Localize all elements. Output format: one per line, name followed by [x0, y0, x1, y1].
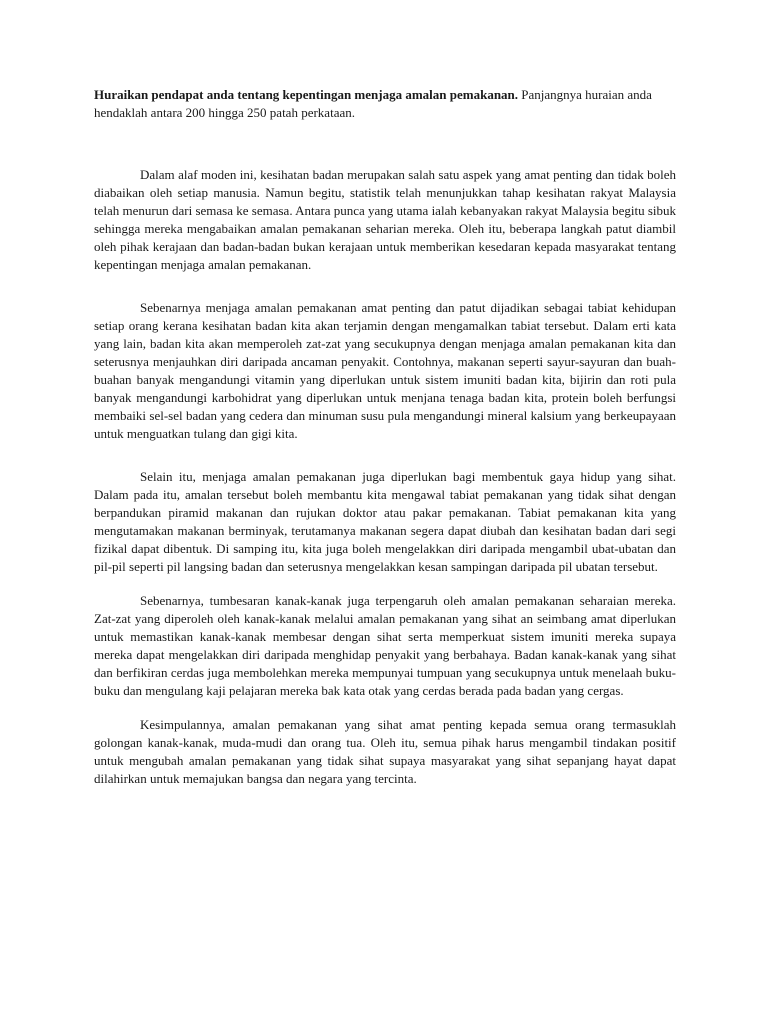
essay-question	[94, 86, 676, 122]
paragraph-point-3: Sebenarnya, tumbesaran kanak-kanak juga terpengaruh oleh amalan pemakanan seharaian mereka. Zat-zat yang diperoleh oleh kanak-kanak melalui amalan pemakanan yang sihat an seimbang amat diperlukan untuk memastikan kanak-kanak membesar dengan sihat serta memperkuat sistem imuniti mereka supaya mereka dapat mengelakkan diri daripada menghidap penyakit yang berbahaya. Badan kanak-kanak yang sihat dan berfikiran cerdas juga membolehkan mereka mempunyai tumpuan yang secukupnya untuk menelaah buku-buku dan mengulang kaji pelajaran mereka bak kata otak yang cerdas berada pada badan yang cergas.	[94, 593, 676, 698]
paragraph-point-1: Sebenarnya menjaga amalan pemakanan amat penting dan patut dijadikan sebagai tabiat kehidupan setiap orang kerana kesihatan badan kita akan terjamin dengan mengamalkan tabiat tersebut. Dalam erti kata yang lain, badan kita akan memperoleh zat-zat yang secukupnya dengan menjaga amalan pemakanan kita dan seterusnya menjauhkan diri daripada ancaman penyakit. Contohnya, makanan seperti sayur-sayuran dan buah-buahan banyak mengandungi vitamin yang diperlukan untuk sistem imuniti badan kita, bijirin dan roti pula banyak mengandungi karbohidrat yang diperlukan untuk menjana tenaga badan kita, protein boleh berfungsi membaiki sel-sel badan yang cedera dan minuman susu pula mengandungi mineral kalsium yang berkeupayaan untuk menguatkan tulang dan gigi kita.	[94, 300, 676, 441]
question-instruction-text: Panjangnya huraian anda hendaklah antara 200 hingga 250 patah perkataan.	[94, 87, 652, 120]
essay-body	[94, 166, 676, 788]
paragraph-point-2: Selain itu, menjaga amalan pemakanan juga diperlukan bagi membentuk gaya hidup yang sihat. Dalam pada itu, amalan tersebut boleh membantu kita mengawal tabiat pemakanan yang tidak sihat dengan berpandukan piramid makanan dan rujukan doktor atau pakar pemakanan. Tabiat pemakanan kita yang mengutamakan makanan berminyak, terutamanya makanan segera dapat diubah dan kesihatan badan dari segi fizikal dapat dibentuk. Di samping itu, kita juga boleh mengelakkan diri daripada mengambil ubat-ubatan dan pil-pil seperti pil langsing badan dan seterusnya mengelakkan kesan sampingan daripada pil ubatan tersebut.	[94, 469, 676, 574]
document-page	[94, 86, 676, 813]
question-bold-text: Huraikan pendapat anda tentang kepentingan menjaga amalan pemakanan.	[94, 87, 519, 102]
paragraph-conclusion: Kesimpulannya, amalan pemakanan yang sihat amat penting kepada semua orang termasuklah golongan kanak-kanak, muda-mudi dan orang tua. Oleh itu, semua pihak harus mengambil tindakan positif untuk mengubah amalan pemakanan yang tidak sihat supaya masyarakat yang sihat sepanjang hayat dapat dilahirkan untuk memajukan bangsa dan negara yang tercinta.	[94, 717, 676, 786]
paragraph-introduction: Dalam alaf moden ini, kesihatan badan merupakan salah satu aspek yang amat penting dan tidak boleh diabaikan oleh setiap manusia. Namun begitu, statistik telah menunjukkan tahap kesihatan rakyat Malaysia telah menurun dari semasa ke semasa. Antara punca yang utama ialah kebanyakan rakyat Malaysia begitu sibuk sehingga mereka mengabaikan amalan pemakanan seharian mereka. Oleh itu, beberapa langkah patut diambil oleh pihak kerajaan dan badan-badan bukan kerajaan untuk memberikan kesedaran kepada masyarakat tentang kepentingan menjaga amalan pemakanan.	[94, 167, 676, 272]
